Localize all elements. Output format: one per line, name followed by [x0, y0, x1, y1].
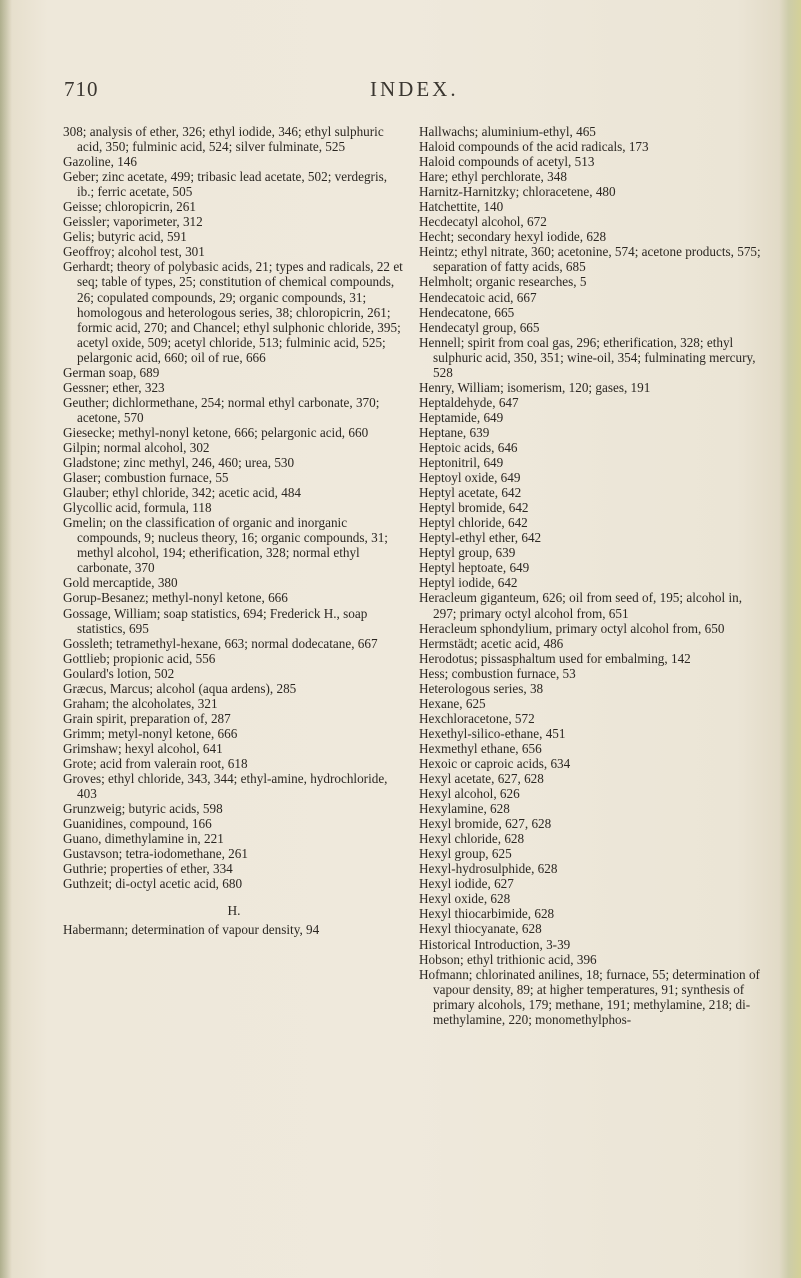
- index-entry: Groves; ethyl chloride, 343, 344; ethyl-amine, hydrochloride, 403: [63, 771, 388, 802]
- index-entry: Hexyl group, 625: [419, 846, 512, 862]
- index-entry: Heptane, 639: [419, 424, 490, 440]
- running-head: INDEX.: [370, 77, 459, 101]
- page-edge-discoloration: [779, 0, 801, 1278]
- index-entry: Hess; combustion furnace, 53: [419, 665, 576, 681]
- index-entry: Harnitz-Harnitzky; chloracetene, 480: [419, 184, 616, 200]
- index-entry: Henry, William; isomerism, 120; gases, 191: [419, 379, 651, 395]
- index-entry: Geissler; vaporimeter, 312: [63, 214, 203, 230]
- index-entry: Heptyl-ethyl ether, 642: [419, 530, 542, 546]
- index-entry: Hendecatone, 665: [419, 304, 515, 320]
- index-entry: Hexyl iodide, 627: [419, 876, 514, 892]
- index-entry: Hexyl-hydrosulphide, 628: [419, 861, 558, 877]
- index-entry: Glaser; combustion furnace, 55: [63, 470, 229, 486]
- index-entry: Hexane, 625: [419, 695, 486, 711]
- index-entry: Glycollic acid, formula, 118: [63, 500, 212, 516]
- index-entry: Hexethyl-silico-ethane, 451: [419, 725, 566, 741]
- index-entry: Graham; the alcoholates, 321: [63, 695, 218, 711]
- letter-heading: H.: [227, 903, 241, 919]
- index-entry: Heptamide, 649: [419, 409, 504, 425]
- index-entry: Heracleum sphondylium, primary octyl alcohol from, 650: [419, 620, 725, 636]
- index-entry: Gessner; ether, 323: [63, 379, 165, 395]
- index-entry: Hexoic or caproic acids, 634: [419, 755, 571, 771]
- index-entry: Gmelin; on the classification of organic and inorganic compounds, 9; nucleus theory, 16; organic compounds, 31; methyl alcohol, 194; etherification, 328; normal ethyl carbonate, 370: [63, 515, 388, 576]
- index-entry: Helmholt; organic researches, 5: [419, 274, 587, 290]
- index-entry: Hexyl acetate, 627, 628: [419, 771, 544, 787]
- index-entry: Guanidines, compound, 166: [63, 816, 212, 832]
- index-entry: Hexyl bromide, 627, 628: [419, 816, 552, 832]
- index-entry: 308; analysis of ether, 326; ethyl iodide, 346; ethyl sulphuric acid, 350; fulminic acid, 524; silver fulminate, 525: [63, 124, 384, 155]
- index-entry: Hexyl thiocarbimide, 628: [419, 906, 555, 922]
- index-entry: Hofmann; chlorinated anilines, 18; furnace, 55; determination of vapour density, 89; at higher temperatures, 91; synthesis of primary alcohols, 179; methane, 191; methylamine, 218; di-methylamine, 220; monomethylphos-: [419, 966, 760, 1027]
- index-entry: Gelis; butyric acid, 591: [63, 229, 187, 245]
- index-entry: Hecht; secondary hexyl iodide, 628: [419, 229, 607, 245]
- index-entry: German soap, 689: [63, 364, 160, 380]
- page-edge-shadow: [0, 0, 12, 1278]
- index-entry: Haloid compounds of the acid radicals, 173: [419, 139, 649, 155]
- index-entry: Hexylamine, 628: [419, 801, 510, 817]
- index-entry: Geoffroy; alcohol test, 301: [63, 244, 205, 260]
- index-entry: Hexyl oxide, 628: [419, 891, 511, 907]
- index-entry: Grimm; metyl-nonyl ketone, 666: [63, 725, 238, 741]
- index-entry: Gold mercaptide, 380: [63, 575, 178, 591]
- index-entry: Gossleth; tetramethyl-hexane, 663; normal dodecatane, 667: [63, 635, 378, 651]
- index-entry: Historical Introduction, 3-39: [419, 936, 571, 952]
- index-entry: Hatchettite, 140: [419, 199, 504, 215]
- index-entry: Grunzweig; butyric acids, 598: [63, 801, 223, 817]
- index-entry: Græcus, Marcus; alcohol (aqua ardens), 285: [63, 680, 297, 696]
- index-entry: Heptyl group, 639: [419, 545, 516, 561]
- index-entry: Guthzeit; di-octyl acetic acid, 680: [63, 876, 243, 892]
- index-entry: Heracleum giganteum, 626; oil from seed of, 195; alcohol in, 297; primary octyl alcohol from, 651: [419, 590, 743, 621]
- index-entry: Hendecatoic acid, 667: [419, 289, 537, 305]
- index-entry: Hexmethyl ethane, 656: [419, 740, 542, 756]
- index-entry: Hennell; spirit from coal gas, 296; etherification, 328; ethyl sulphuric acid, 350, 351; wine-oil, 354; fulminating mercury, 528: [419, 334, 756, 380]
- index-entry: Heptoyl oxide, 649: [419, 470, 521, 486]
- index-entry: Grimshaw; hexyl alcohol, 641: [63, 740, 223, 756]
- index-entry: Heptaldehyde, 647: [419, 394, 519, 410]
- index-entry: Glauber; ethyl chloride, 342; acetic acid, 484: [63, 485, 302, 501]
- index-column-right: [419, 124, 761, 1027]
- index-entry: Gottlieb; propionic acid, 556: [63, 650, 216, 666]
- index-entry: Hexchloracetone, 572: [419, 710, 535, 726]
- index-entry: Gladstone; zinc methyl, 246, 460; urea, 530: [63, 455, 295, 471]
- index-entry: Heptyl chloride, 642: [419, 515, 528, 531]
- index-entry: Hexyl alcohol, 626: [419, 786, 520, 802]
- index-entry: Habermann; determination of vapour density, 94: [63, 922, 320, 938]
- index-entry: Gorup-Besanez; methyl-nonyl ketone, 666: [63, 590, 288, 606]
- index-entry: Gossage, William; soap statistics, 694; Frederick H., soap statistics, 695: [63, 605, 368, 636]
- index-entry: Hare; ethyl perchlorate, 348: [419, 169, 567, 185]
- index-entry: Grain spirit, preparation of, 287: [63, 710, 231, 726]
- index-entry: Hobson; ethyl trithionic acid, 396: [419, 951, 597, 967]
- index-entry: Guano, dimethylamine in, 221: [63, 831, 224, 847]
- index-entry: Heptyl acetate, 642: [419, 485, 522, 501]
- index-entry: Heptonitril, 649: [419, 455, 504, 471]
- index-column-left: [63, 124, 405, 937]
- index-entry: Gustavson; tetra-iodomethane, 261: [63, 846, 248, 862]
- index-entry: Gilpin; normal alcohol, 302: [63, 439, 210, 455]
- index-entry: Heptyl bromide, 642: [419, 500, 529, 516]
- index-entry: Guthrie; properties of ether, 334: [63, 861, 233, 877]
- index-entry: Hendecatyl group, 665: [419, 319, 540, 335]
- index-entry: Grote; acid from valerain root, 618: [63, 755, 248, 771]
- index-entry: Giesecke; methyl-nonyl ketone, 666; pelargonic acid, 660: [63, 424, 369, 440]
- index-entry: Hallwachs; aluminium-ethyl, 465: [419, 124, 596, 139]
- index-entry: Hexyl chloride, 628: [419, 831, 525, 847]
- index-entry: Haloid compounds of acetyl, 513: [419, 154, 595, 170]
- index-entry: Heterologous series, 38: [419, 680, 544, 696]
- index-entry: Herodotus; pissasphaltum used for embalming, 142: [419, 650, 691, 666]
- index-entry: Heptoic acids, 646: [419, 439, 518, 455]
- index-entry: Geber; zinc acetate, 499; tribasic lead acetate, 502; verdegris, ib.; ferric acetate, 505: [63, 169, 388, 200]
- index-entry: Geuther; dichlormethane, 254; normal ethyl carbonate, 370; acetone, 570: [63, 394, 380, 425]
- page-number: 710: [64, 77, 99, 101]
- index-entry: Hermstädt; acetic acid, 486: [419, 635, 564, 651]
- index-entry: Gazoline, 146: [63, 154, 137, 170]
- index-entry: Heptyl heptoate, 649: [419, 560, 530, 576]
- page-header: [0, 77, 801, 103]
- index-entry: Geisse; chloropicrin, 261: [63, 199, 196, 215]
- index-entry: Heintz; ethyl nitrate, 360; acetonine, 574; acetone products, 575; separation of fatty acids, 685: [419, 244, 761, 275]
- index-entry: Heptyl iodide, 642: [419, 575, 518, 591]
- index-entry: Hexyl thiocyanate, 628: [419, 921, 542, 937]
- index-entry: Goulard's lotion, 502: [63, 665, 175, 681]
- index-entry: Hecdecatyl alcohol, 672: [419, 214, 547, 230]
- index-entry: Gerhardt; theory of polybasic acids, 21; types and radicals, 22 et seq; table of types, 25; constitution of chemical compounds, 26; copulated compounds, 29; organic compounds, 31; homologous and heterologous series, 38; chloropicrin, 261; formic acid, 270; and Chancel; ethyl sulphonic chloride, 395; acetyl oxide, 509; acetyl chloride, 513; fulminic acid, 525; pelargonic acid, 660; oil of rue, 666: [63, 259, 403, 365]
